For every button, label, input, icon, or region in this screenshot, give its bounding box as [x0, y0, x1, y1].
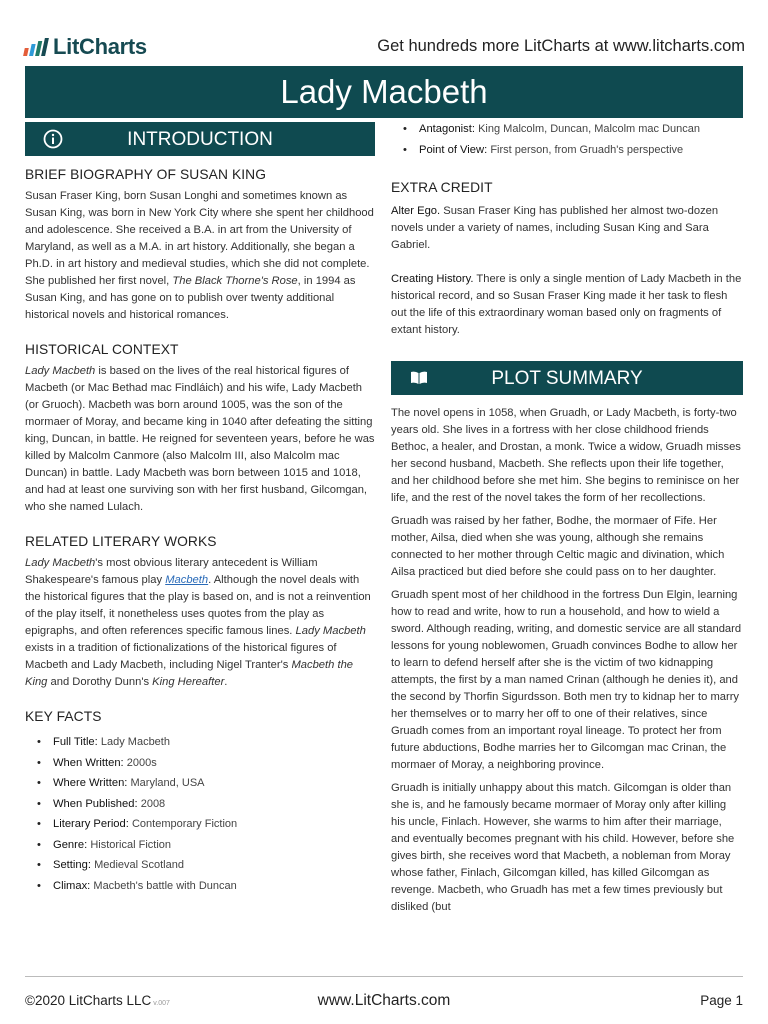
related-works-section — [25, 533, 375, 691]
promo-text: Get hundreds more LitCharts at www.litcharts.com — [377, 37, 745, 55]
logo-text: LitCharts — [53, 34, 147, 59]
plot-paragraph: Gruadh is initially unhappy about this match. Gilcomgan is older than she is, and he famously became mormaer of Moray only after killing his uncle, Finlach. However, she warms to him after their marriage, and eventually becomes pregnant with his child. However, before she gives birth, she receives word that Macbeth, a nobleman from Moray whose father, Finlach, Gilcomgan killed, has killed Gilcomgan as revenge. Macbeth, who Gruadh has met a few times previously but disliked (but — [391, 782, 735, 913]
extra-credit-creating-history: Creating History. There is only a single mention of Lady Macbeth in the historical record, and so Susan Fraser King made it her task to flesh out the life of this extraordinary woman based only on fragments of extant history. — [391, 273, 742, 336]
key-facts-continued — [391, 121, 743, 159]
list-item: • Setting: Medieval Scotland — [25, 857, 375, 875]
page-title: Lady Macbeth — [25, 66, 743, 118]
historical-context-text: Lady Macbeth is based on the lives of the real historical figures of Macbeth (or Mac Bethad mac Findláich) and his wife, Lady Macbeth (or Gruoch). Macbeth was born around 1005, was the son of the mormaer of Moray, and became king in 1040 after defeating the sitting king, Duncan, in battle. He reigned for seventeen years, before he was killed by Malcolm Canmore (also Malcolm III, also Malcolm mac Duncan) in battle. Lady Macbeth was born between 1015 and 1018, and had at least one surviving son with her first husband, Gilcomgan, who she named Lulach. — [25, 365, 375, 513]
page-number: Page 1 — [700, 993, 743, 1008]
litcharts-logo[interactable] — [25, 34, 147, 60]
key-facts-heading: KEY FACTS — [25, 709, 102, 724]
macbeth-link[interactable]: Macbeth — [165, 574, 209, 586]
list-item: • Literary Period: Contemporary Fiction — [25, 816, 375, 834]
biography-section — [25, 166, 375, 324]
plot-paragraph: Gruadh spent most of her childhood in the fortress Dun Elgin, learning how to read and write, how to run a household, and how to wield a sword. Although reading, writing, and domestic service are all standard lessons for young noblewomen, Gruadh convinces Bodhe to allow her to learn to defend herself after she is the victim of two kidnapping attempts, the first by a man named Crinan (although he denies it), and the second by Thorfin Sigurdsson. Both men try to kidnap her to marry her themselves or to marry her off to one of their relatives, since Gruadh comes from an important royal lineage. To protect her from future abductions, Bodhe marries her to Gilcomgan mac Crinan, the mormaer of Moray, a neighboring province. — [391, 589, 742, 771]
plot-summary-title: PLOT SUMMARY — [491, 367, 643, 389]
list-item: • Genre: Historical Fiction — [25, 837, 375, 855]
list-item: • Full Title: Lady Macbeth — [25, 734, 375, 752]
key-facts-list — [25, 734, 375, 895]
list-item: • Where Written: Maryland, USA — [25, 775, 375, 793]
biography-heading: BRIEF BIOGRAPHY OF SUSAN KING — [25, 167, 267, 182]
list-item: • When Published: 2008 — [25, 796, 375, 814]
footer-site-link[interactable]: www.LitCharts.com — [317, 992, 451, 1009]
copyright: ©2020 LitCharts LLC v.007 — [25, 993, 170, 1008]
extra-credit-section — [391, 179, 743, 339]
historical-context-heading: HISTORICAL CONTEXT — [25, 342, 179, 357]
extra-credit-alter-ego: Alter Ego. Susan Fraser King has published her almost two-dozen novels under a variety of names, including Susan King and Sara Gabriel. — [391, 205, 719, 251]
list-item: • Antagonist: King Malcolm, Duncan, Malcolm mac Duncan — [391, 121, 743, 139]
plot-summary-header — [391, 361, 743, 395]
extra-credit-heading: EXTRA CREDIT — [391, 180, 493, 195]
book-icon — [409, 368, 429, 388]
version-label: v.007 — [153, 1000, 170, 1007]
right-column — [391, 122, 743, 922]
plot-paragraph: The novel opens in 1058, when Gruadh, or Lady Macbeth, is forty-two years old. She lives in a fortress with her close childhood friends Bethoc, a healer, and Drostan, a monk. Twice a widow, Gruadh misses her second husband, Macbeth. She reflects upon their life together, and her childhood before she met him. She begins to reminisce on her life, and the rest of the novel takes the form of her recollections. — [391, 407, 741, 504]
related-works-text: Lady Macbeth's most obvious literary antecedent is William Shakespeare's famous play Macbeth. Although the novel deals with the historical figures that the play is based on, and is not a reinvention of the play itself, it nonetheless uses quotes from the play as epigraphs, and often references specific famous lines. Lady Macbeth exists in a tradition of fictionalizations of the historical figures of Macbeth and Lady Macbeth, including Nigel Tranter's Macbeth the King and Dorothy Dunn's King Hereafter. — [25, 557, 371, 688]
introduction-title: INTRODUCTION — [127, 128, 273, 150]
list-item: • Climax: Macbeth's battle with Duncan — [25, 878, 375, 896]
key-facts-section — [25, 708, 375, 895]
list-item: • Point of View: First person, from Gruadh's perspective — [391, 142, 743, 160]
plot-paragraph: Gruadh was raised by her father, Bodhe, the mormaer of Fife. Her mother, Ailsa, died when she was young, although she remains connected to her mother through Celtic magic and divination, which Ailsa practiced but died before she could pass on to her daughter. — [391, 515, 725, 578]
introduction-header — [25, 122, 375, 156]
list-item: • When Written: 2000s — [25, 755, 375, 773]
left-column — [25, 122, 375, 912]
info-icon — [43, 129, 63, 149]
plot-summary-text — [391, 405, 743, 916]
historical-context-section — [25, 341, 375, 516]
related-works-heading: RELATED LITERARY WORKS — [25, 534, 217, 549]
page-footer — [25, 976, 743, 1017]
biography-text: Susan Fraser King, born Susan Longhi and sometimes known as Susan King, was born in New York City where she spent her childhood and adolescence. She received a B.A. in art from the University of Maryland, as well as a M.A. in art history. Additionally, she began a Ph.D. in art history and medieval studies, which she did not complete. She published her first novel, The Black Thorne's Rose, in 1994 as Susan King, and has gone on to publish over twenty additional historical novels and historical romances. — [25, 190, 374, 321]
page-header — [25, 32, 745, 62]
logo-bars-icon — [23, 38, 49, 56]
